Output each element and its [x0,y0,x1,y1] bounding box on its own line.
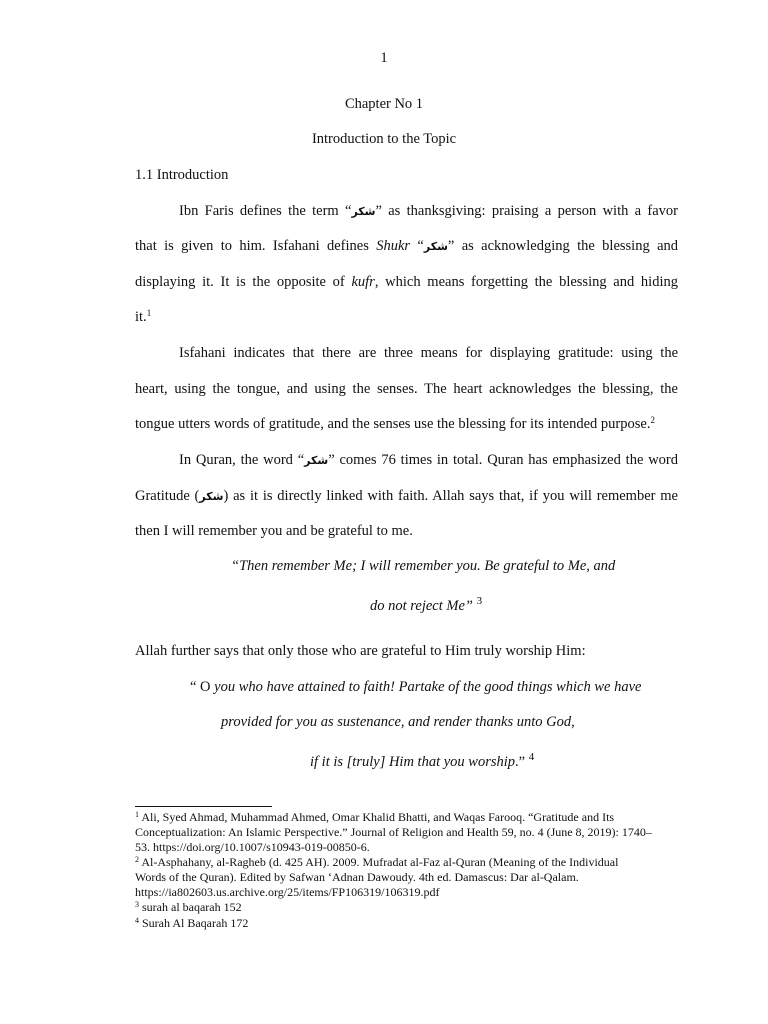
paragraph-1-line-1: Ibn Faris defines the term “شكر” as thanksgiving: praising a person with a favor [179,203,678,219]
paragraph-3-line-3: then I will remember you and be grateful to me. [135,523,413,539]
arabic-term: شكر [199,490,224,503]
arabic-term: شكر [351,205,376,218]
footnote-2-line-2: Words of the Quran). Edited by Safwan ʻAdnan Dawoudy. 4th ed. Damascus: Dar al-Qalam. [135,870,579,884]
paragraph-4: Allah further says that only those who are grateful to Him truly worship Him: [135,643,586,659]
section-heading: 1.1 Introduction [135,167,229,183]
topic-title: Introduction to the Topic [311,131,457,147]
quote-2-line-1: “ O you who have attained to faith! Partake of the good things which we have [190,679,642,695]
chapter-title: Chapter No 1 [344,96,424,112]
paragraph-2-line-1: Isfahani indicates that there are three means for displaying gratitude: using the [179,345,678,361]
quote-2-line-2: provided for you as sustenance, and render thanks unto God, [221,714,575,730]
quote-2-line-3: if it is [truly] Him that you worship.” $^4$ [310,751,535,770]
arabic-term: شكر [304,454,329,467]
footnote-ref-4: 4 [528,751,535,763]
footnote-3: $^3$ surah al baqarah 152 [135,900,242,914]
paragraph-1-line-4: it.$^1$ [135,308,152,325]
paragraph-1-line-3: displaying it. It is the opposite of kufr, which means forgetting the blessing and hiding [135,274,678,290]
page-number: 1 [380,50,388,66]
paragraph-2-line-2: heart, using the tongue, and using the senses. The heart acknowledges the blessing, the [135,381,678,397]
footnote-1-line-3: 53. https://doi.org/10.1007/s10943-019-00850-6. [135,840,370,854]
quote-1-line-2: do not reject Me” $^3$ [370,595,483,614]
paragraph-3-line-2: Gratitude (شكر) as it is directly linked with faith. Allah says that, if you will remember me [135,488,678,504]
footnote-ref-1: 1 [146,308,152,318]
paragraph-1-line-2: that is given to him. Isfahani defines Shukr “شكر” as acknowledging the blessing and [135,238,679,254]
footnote-1-line-2: Conceptualization: An Islamic Perspective.” Journal of Religion and Health 59, no. 4 (June 8, 2019): 1740– [135,825,652,839]
footnote-2-line-1: $^2$ Al-Asphahany, al-Ragheb (d. 425 AH). 2009. Mufradat al-Faz al-Quran (Meaning of the Individual [135,855,619,869]
footnote-ref-2: 2 [650,415,655,425]
arabic-term: شكر [423,240,448,253]
paragraph-3-line-1: In Quran, the word “شكر” comes 76 times in total. Quran has emphasized the word [179,452,679,468]
paragraph-2-line-3: tongue utters words of gratitude, and the senses use the blessing for its intended purpose.$^2$ [135,415,655,432]
footnote-4: $^4$ Surah Al Baqarah 172 [135,916,249,930]
footnote-ref-3: 3 [476,595,483,607]
footnote-2-line-3: https://ia802603.us.archive.org/25/items/FP106319/106319.pdf [135,885,440,899]
footnote-1-line-1: $^1$ Ali, Syed Ahmad, Muhammad Ahmed, Omar Khalid Bhatti, and Waqas Farooq. “Gratitude and Its [135,810,615,824]
footnote-separator [135,806,272,807]
quote-1-line-1: “Then remember Me; I will remember you. Be grateful to Me, and [231,558,616,574]
